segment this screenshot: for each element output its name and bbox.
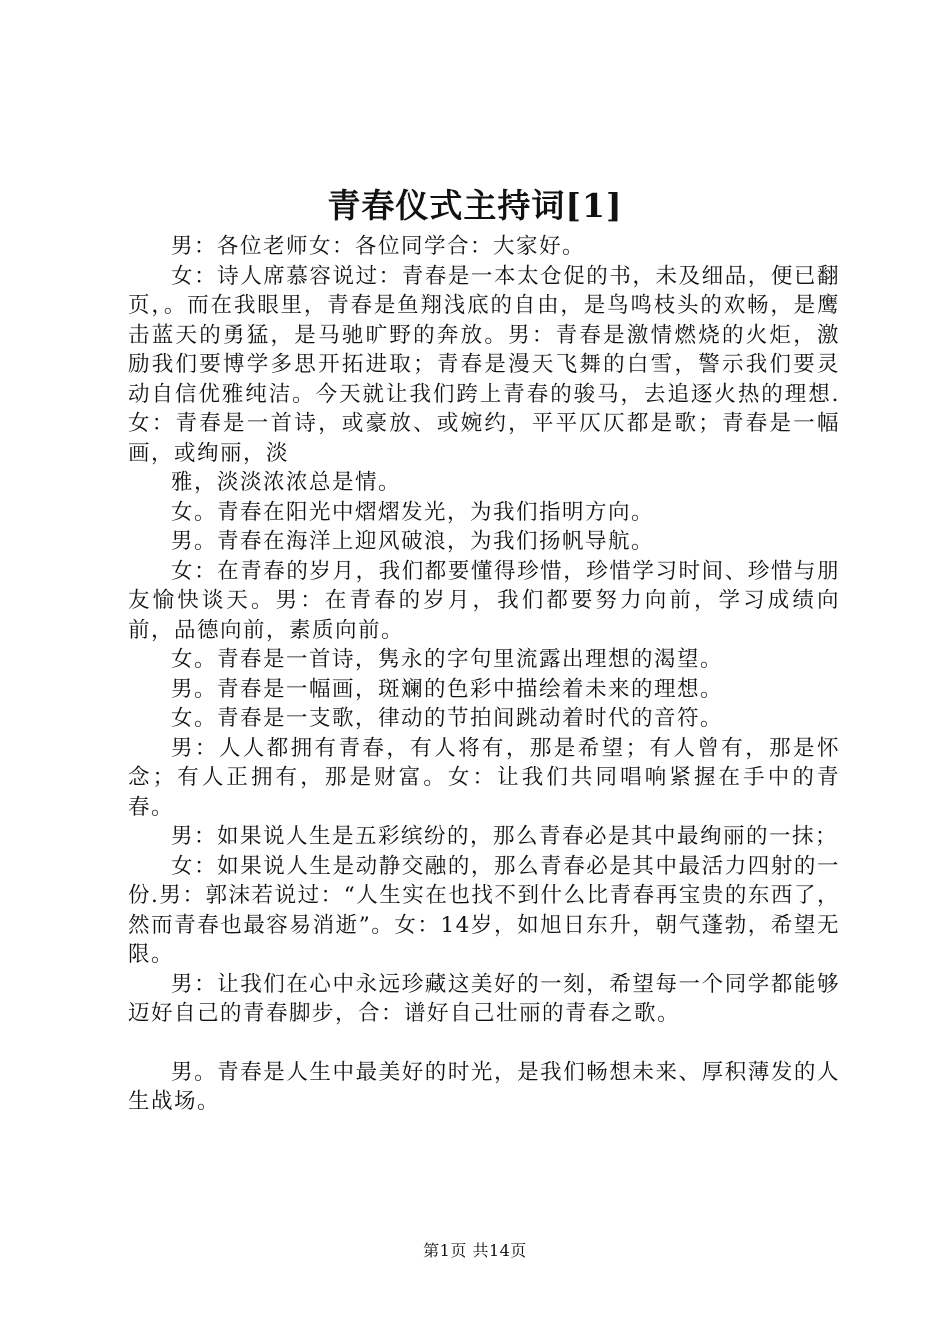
paragraph: 男。青春在海洋上迎风破浪，为我们扬帆导航。 bbox=[171, 529, 655, 554]
document-body bbox=[128, 232, 840, 1117]
paragraph: 女。青春是一支歌，律动的节拍间跳动着时代的音符。 bbox=[171, 706, 724, 731]
page-footer: 第1页 共14页 bbox=[423, 1241, 527, 1260]
paragraph: 女：如果说人生是动静交融的，那么青春必是其中最活力四射的一份.男：郭沫若说过：“人生实在也找不到什么比青春再宝贵的东西了，然而青春也最容易消逝”。女：14岁，如旭日东升，朝气蓬勃，希望无限。 bbox=[128, 853, 840, 967]
paragraph: 男：如果说人生是五彩缤纷的，那么青春必是其中最绚丽的一抹； bbox=[171, 824, 839, 849]
paragraph: 男：人人都拥有青春，有人将有，那是希望；有人曾有，那是怀念；有人正拥有，那是财富。女：让我们共同唱响紧握在手中的青春。 bbox=[128, 735, 840, 820]
paragraph: 雅，淡淡浓浓总是情。 bbox=[171, 470, 402, 495]
paragraph: 男：各位老师女：各位同学合：大家好。 bbox=[171, 234, 586, 259]
paragraph: 女。青春是一首诗，隽永的字句里流露出理想的渴望。 bbox=[171, 647, 724, 672]
paragraph: 女。青春在阳光中熠熠发光，为我们指明方向。 bbox=[171, 499, 655, 525]
paragraph: 女：在青春的岁月，我们都要懂得珍惜，珍惜学习时间、珍惜与朋友愉快谈天。男：在青春的岁月，我们都要努力向前，学习成绩向前，品德向前，素质向前。 bbox=[128, 558, 840, 643]
paragraph: 男。青春是人生中最美好的时光，是我们畅想未来、厚积薄发的人生战场。 bbox=[128, 1059, 840, 1114]
document-title: 青春仪式主持词[1] bbox=[327, 186, 623, 225]
paragraph: 女：诗人席慕容说过：青春是一本太仓促的书，未及细品，便已翻页，。而在我眼里，青春是鱼翔浅底的自由，是鸟鸣枝头的欢畅，是鹰击蓝天的勇猛，是马驰旷野的奔放。男：青春是激情燃烧的火炬，激励我们要博学多思开拓进取；青春是漫天飞舞的白雪，警示我们要灵动自信优雅纯洁。今天就让我们跨上青春的骏马，去追逐火热的理想.女：青春是一首诗，或豪放、或婉约，平平仄仄都是歌；青春是一幅画，或绚丽，淡 bbox=[128, 263, 840, 466]
paragraph: 男。青春是一幅画，斑斓的色彩中描绘着未来的理想。 bbox=[171, 676, 724, 702]
paragraph: 男：让我们在心中永远珍藏这美好的一刻，希望每一个同学都能够迈好自己的青春脚步，合：谱好自己壮丽的青春之歌。 bbox=[128, 971, 840, 1026]
